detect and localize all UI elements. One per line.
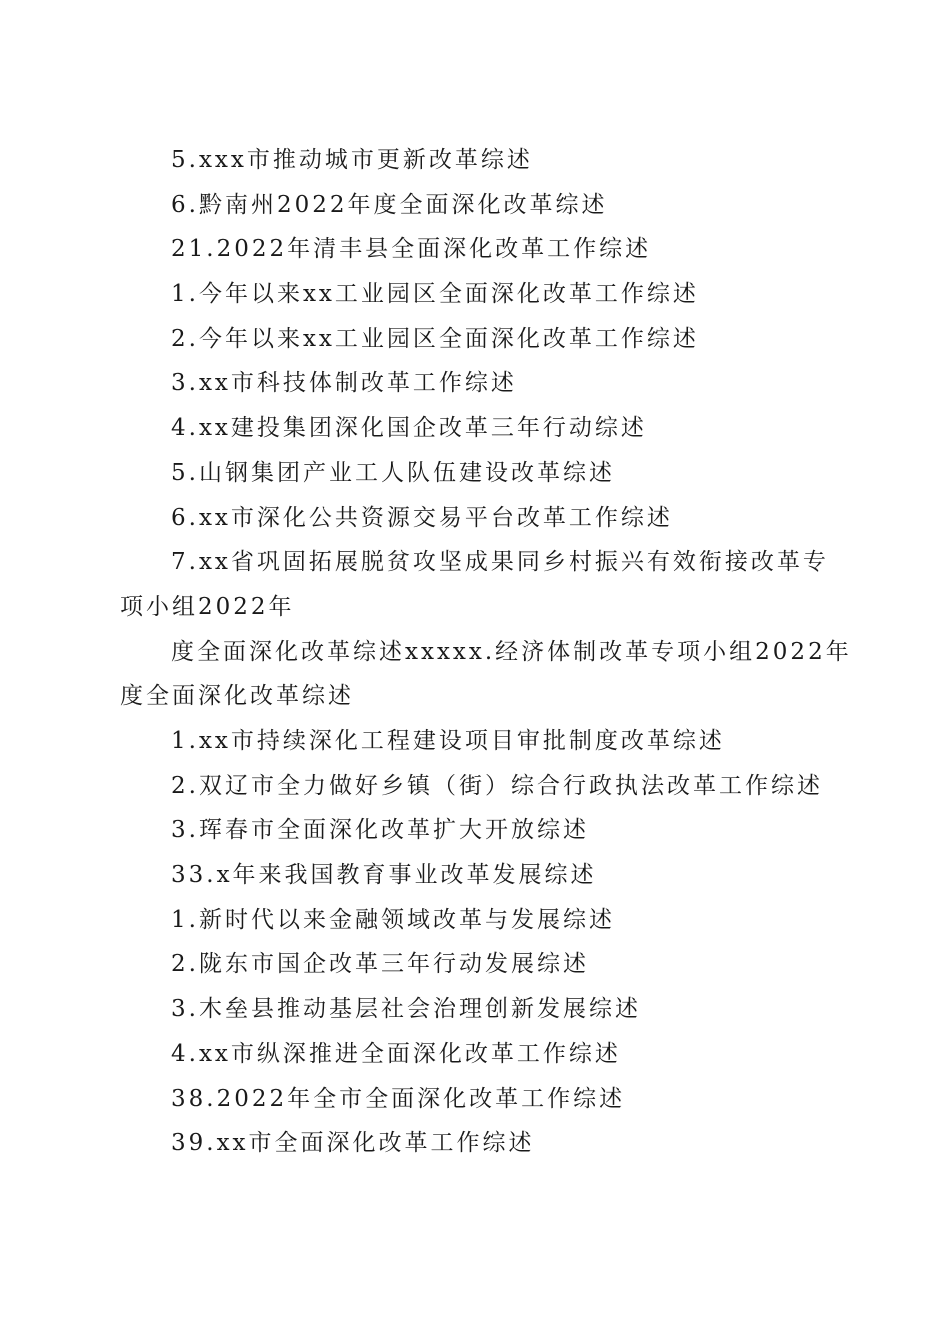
paragraph-item-7 [120, 540, 840, 629]
paragraph-continuation-line: 项小组2022年 [120, 593, 295, 620]
list-item: 2.双辽市全力做好乡镇（街）综合行政执法改革工作综述 [171, 772, 823, 799]
list-item: 1.今年以来xx工业园区全面深化改革工作综述 [171, 281, 699, 308]
list-item: 6.xx市深化公共资源交易平台改革工作综述 [171, 504, 673, 531]
list-item: 21.2022年清丰县全面深化改革工作综述 [171, 236, 652, 263]
paragraph-first-line: 度全面深化改革综述xxxxx.经济体制改革专项小组2022年 [171, 638, 852, 665]
list-item: 1.xx市持续深化工程建设项目审批制度改革综述 [171, 728, 725, 754]
list-item: 38.2022年全市全面深化改革工作综述 [171, 1085, 626, 1112]
paragraph-first-line: 7.xx省巩固拓展脱贫攻坚成果同乡村振兴有效衔接改革专 [171, 549, 829, 576]
list-item: 4.xx建投集团深化国企改革三年行动综述 [171, 415, 647, 442]
document-body [120, 138, 852, 1166]
list-item: 4.xx市纵深推进全面深化改革工作综述 [171, 1040, 621, 1067]
paragraph-economic-group [120, 630, 852, 719]
list-item: 39.xx市全面深化改革工作综述 [171, 1130, 535, 1157]
list-item: 2.今年以来xx工业园区全面深化改革工作综述 [171, 325, 699, 352]
list-item: 5.山钢集团产业工人队伍建设改革综述 [171, 459, 615, 486]
list-item: 1.新时代以来金融领域改革与发展综述 [171, 906, 615, 933]
list-item: 5.xxx市推动城市更新改革综述 [171, 147, 533, 173]
list-item: 3.珲春市全面深化改革扩大开放综述 [171, 817, 589, 844]
list-item: 3.xx市科技体制改革工作综述 [171, 370, 517, 397]
paragraph-continuation-line: 度全面深化改革综述 [120, 683, 354, 710]
list-item: 3.木垒县推动基层社会治理创新发展综述 [171, 996, 641, 1023]
list-item: 2.陇东市国企改革三年行动发展综述 [171, 951, 589, 978]
list-item: 33.x年来我国教育事业改革发展综述 [171, 862, 597, 889]
list-item: 6.黔南州2022年度全面深化改革综述 [171, 191, 608, 218]
